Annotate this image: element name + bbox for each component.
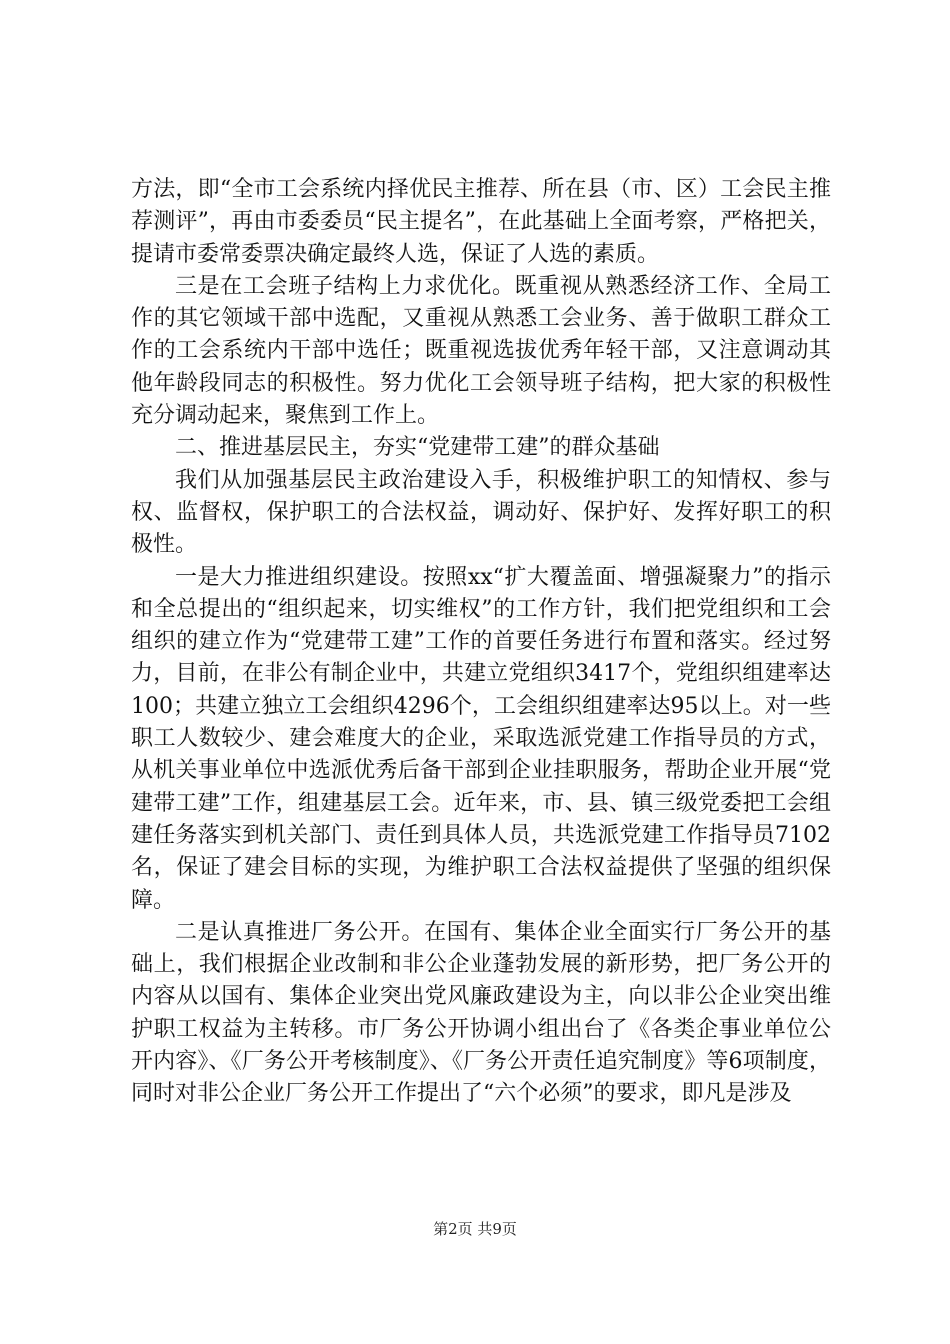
paragraph-6: 二是认真推进厂务公开。在国有、集体企业全面实行厂务公开的基础上，我们根据企业改制和非公企业蓬勃发展的新形势，把厂务公开的内容从以国有、集体企业突出党风廉政建设为主，向以非公企业突出维护职工权益为主转移。市厂务公开协调小组出台了《各类企事业单位公开内容》、《厂务公开考核制度》、《厂务公开责任追究制度》等6项制度，同时对非公企业厂务公开工作提出了“六个必须”的要求，即凡是涉及 bbox=[131, 919, 831, 1107]
page-number-footer: 第2页 共9页 bbox=[433, 1220, 517, 1238]
paragraph-1: 方法，即“全市工会系统内择优民主推荐、所在县（市、区）工会民主推荐测评”，再由市委委员“民主提名”，在此基础上全面考察，严格把关，提请市委常委票决确定最终人选，保证了人选的素质。 bbox=[131, 177, 831, 267]
section-heading: 二、推进基层民主，夯实“党建带工建”的群众基础 bbox=[175, 435, 660, 461]
document-body bbox=[131, 174, 831, 1111]
paragraph-5: 一是大力推进组织建设。按照xx“扩大覆盖面、增强凝聚力”的指示和全总提出的“组织起来，切实维权”的工作方针，我们把党组织和工会组织的建立作为“党建带工建”工作的首要任务进行布置和落实。经过努力，目前，在非公有制企业中，共建立党组织3417个，党组织组建率达100；共建立独立工会组织4296个，工会组织组建率达95以上。对一些职工人数较少、建会难度大的企业，采取选派党建工作指导员的方式，从机关事业单位中选派优秀后备干部到企业挂职服务，帮助企业开展“党建带工建”工作，组建基层工会。近年来，市、县、镇三级党委把工会组建任务落实到机关部门、责任到具体人员，共选派党建工作指导员7102名，保证了建会目标的实现，为维护职工合法权益提供了坚强的组织保障。 bbox=[131, 564, 831, 913]
paragraph-4: 我们从加强基层民主政治建设入手，积极维护职工的知情权、参与权、监督权，保护职工的合法权益，调动好、保护好、发挥好职工的积极性。 bbox=[131, 467, 831, 558]
paragraph-2: 三是在工会班子结构上力求优化。既重视从熟悉经济工作、全局工作的其它领域干部中选配，又重视从熟悉工会业务、善于做职工群众工作的工会系统内干部中选任；既重视选拔优秀年轻干部，又注意调动其他年龄段同志的积极性。努力优化工会领导班子结构，把大家的积极性充分调动起来，聚焦到工作上。 bbox=[131, 273, 831, 429]
